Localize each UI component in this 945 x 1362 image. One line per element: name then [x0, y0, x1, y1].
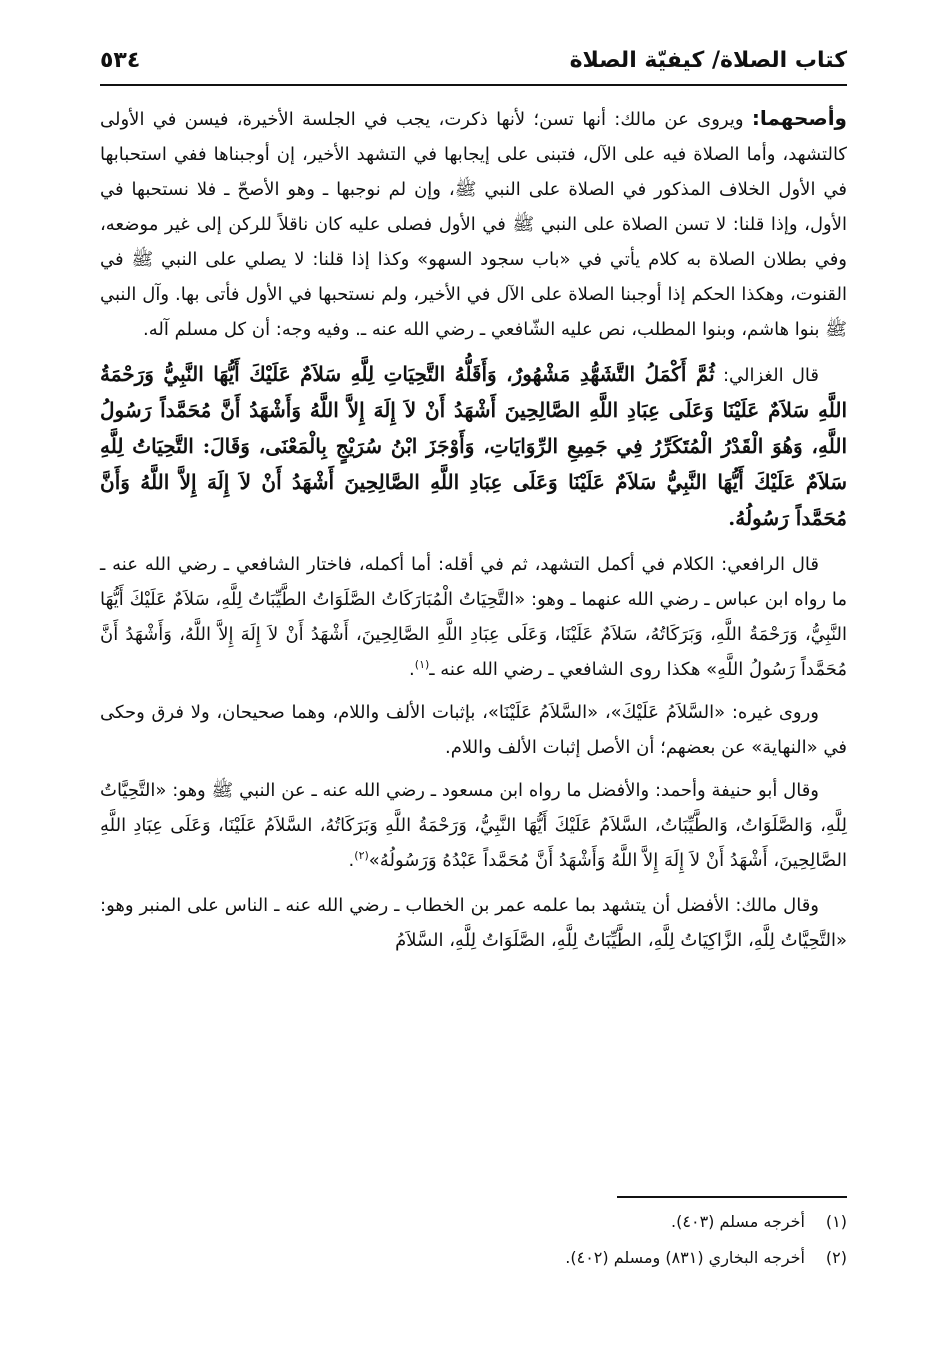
quoted-author: قال الغزالي:: [714, 365, 819, 386]
paragraph-ghazali-text: [100, 357, 847, 537]
paragraph-abu-hanifa-ahmad: [100, 773, 847, 878]
paragraph-text: وقال أبو حنيفة وأحمد: والأفضل ما رواه ابن مسعود ـ رضي الله عنه ـ عن النبي ﷺ وهو: «التَّحِيَّاتُ لِلَّهِ، وَالصَّلَوَاتُ، وَالطَّيِّبَاتُ، السَّلاَمُ عَلَيْكَ أَيُّهَا النَّبِيُّ، وَرَحْمَةُ اللَّهِ وَبَرَكَاتُهُ، السَّلاَمُ عَلَيْنَا، وَعَلَى عِبَادِ اللَّهِ الصَّالِحِينَ، أَشْهَدُ أَنْ لاَ إِلَهَ إِلاَّ اللَّهُ وَأَشْهَدُ أَنَّ مُحَمَّداً عَبْدُهُ وَرَسُولُهُ»: [100, 780, 847, 871]
footnote-list: [100, 1204, 847, 1276]
footnote-divider: [617, 1196, 847, 1198]
paragraph-text: وروى غيره: «السَّلاَمُ عَلَيْكَ»، «السَّلاَمُ عَلَيْنَا»، بإثبات الألف واللام، وهما صحيحان، ولا فرق وحكى في «النهاية» عن بعضهم؛ أن الأصل إثبات الألف واللام.: [100, 702, 847, 758]
sentence-end: .: [348, 850, 355, 871]
page-number: ٥٣٤: [100, 48, 141, 73]
sentence-end: .: [409, 659, 415, 680]
paragraph-text: ويروى عن مالك: أنها تسن؛ لأنها ذكرت، يجب في الجلسة الأخيرة، فيسن في الأولى كالتشهد، وأما الصلاة فيه على الآل، فتبنى على إيجابها في التشهد الأخير، إن أوجبناها ففي استحبابها في الأول الخلاف المذكور في الصلاة على النبي ﷺ، وإن لم نوجبها ـ وهو الأصحّ ـ فلا نستحبها في الأول، وإذا قلنا: لا تسن الصلاة على النبي ﷺ في الأول فصلى عليه كان ناقلاً للركن إلى غير موضعه، وفي بطلان الصلاة به كلام يأتي في «باب سجود السهو» وكذا إذا قلنا: لا يصلي على النبي ﷺ في القنوت، وهكذا الحكم إذا أوجبنا الصلاة على الآل في الأخير، ولم نستحبها في الأول فأتى بها. وآل النبي ﷺ بنوا هاشم، وبنوا المطلب، نص عليه الشّافعي ـ رضي الله عنه ـ. وفيه وجه: أن كل مسلم آله.: [100, 109, 847, 340]
running-title: كتاب الصلاة/ كيفيّة الصلاة: [569, 48, 847, 73]
footnote-reference-2: (٢): [354, 849, 369, 862]
footnote-item: [100, 1204, 847, 1240]
footnote-item: [100, 1240, 847, 1276]
footnote-marker: (٢): [825, 1248, 847, 1267]
footnote-reference-1: (١): [414, 658, 430, 671]
lead-word-ashahhuma: وأصحهما:: [751, 106, 847, 130]
paragraph-other-narration: [100, 695, 847, 765]
paragraph-malik: [100, 888, 847, 958]
paragraph-text: وقال مالك: الأفضل أن يتشهد بما علمه عمر بن الخطاب ـ رضي الله عنه ـ الناس على المنبر وهو: «التَّحِيَّاتُ لِلَّهِ، الزَّاكِيَاتُ لِلَّهِ، الطَّيِّبَاتُ لِلَّهِ، الصَّلَوَاتُ لِلَّهِ، السَّلاَمُ: [100, 895, 847, 951]
footnote-marker: (١): [825, 1212, 847, 1231]
paragraph-second-view: [100, 101, 847, 347]
page-header: [100, 44, 847, 86]
footnote-text: أخرجه مسلم (٤٠٣).: [671, 1212, 805, 1231]
paragraph-text: قال الرافعي: الكلام في أكمل التشهد، ثم في أقله: أما أكمله، فاختار الشافعي ـ رضي الله عنه ـ ما رواه ابن عباس ـ رضي الله عنهما ـ وهو: «التَّحِيَاتُ الْمُبَارَكَاتُ الصَّلَوَاتُ الطَّيِّبَاتُ لِلَّهِ، سَلاَمٌ عَلَيْكَ أَيُّهَا النَّبِيُّ، وَرَحْمَةُ اللَّهِ، وَبَرَكَاتُهُ، سَلاَمٌ عَلَيْنَا، وَعَلَى عِبَادِ اللَّهِ الصَّالِحِينَ، أَشْهَدُ أَنْ لاَ إِلَهَ إِلاَّ اللَّهُ، وَأَشْهَدُ أَنَّ مُحَمَّداً رَسُولُ اللَّهِ» هكذا روى الشافعي ـ رضي الله عنه ـ: [100, 554, 847, 680]
page-body: [100, 101, 847, 968]
matn-text: ثُمَّ أَكْمَلُ التَّشَهُّدِ مَشْهُورٌ، وَأَقَلُّهُ التَّحِيَاتِ لِلَّهِ سَلاَمٌ عَلَيْكَ أَيُّهَا النَّبِيُّ وَرَحْمَةُ اللَّهِ سَلاَمٌ عَلَيْنَا وَعَلَى عِبَادِ اللَّهِ الصَّالِحِينَ أَشْهَدُ أَنْ لاَ إِلَهَ إِلاَّ اللَّهُ وَأَشْهَدُ أَنَّ مُحَمَّداً رَسُولُ اللَّهِ، وَهُوَ الْقَدْرُ الْمُتَكَرِّرُ فِي جَمِيعِ الرِّوَايَاتِ، وَأَوْجَزَ ابْنُ سُرَيْجٍ بِالْمَعْنَى، وَقَالَ: التَّحِيَاتُ لِلَّهِ سَلاَمٌ عَلَيْكَ أَيُّهَا النَّبِيُّ سَلاَمٌ عَلَيْنَا وَعَلَى عِبَادِ اللَّهِ الصَّالِحِينَ أَشْهَدُ أَنْ لاَ إِلَهَ إِلاَّ اللَّهُ وَأَنَّ مُحَمَّداً رَسُولُهُ.: [100, 362, 847, 530]
paragraph-rafii-commentary: [100, 547, 847, 687]
footnote-text: أخرجه البخاري (٨٣١) ومسلم (٤٠٢).: [565, 1248, 805, 1267]
